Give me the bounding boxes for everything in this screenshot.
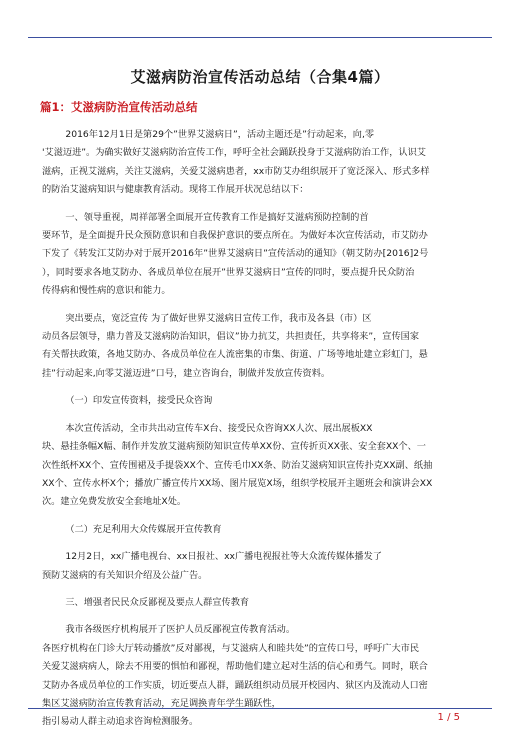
paragraph-publicity: 突出要点，宽泛宣传 为了做好世界艾滋病日宣传工作，我市及各县（市）区 动员各层领导，鼎力普及艾滋病防治知识，倡议”协力抗艾，共担责任，共享将来”，宣传国家 有关帮扶政策，各地艾防办、各成员单位在人流密集的市集、街道、广场等地址建立彩虹门，悬 挂”行动起来,向零艾滋迈进”口号，建立咨询台，制做并发放宣传资料。: [42, 312, 428, 379]
subheading-media: （二）充足利用大众传媒展开宣传教育: [42, 523, 222, 535]
paragraph-leadership: 一、领导重视，周祥部署全面展开宣传教育工作是搞好艾滋病预防控制的首 要环节，是全面提升民众预防意识和自我保护意识的要点所在。为做好本次宣传活动，市艾防办 下发了《转发江艾防办对于展开2016年”世界艾滋病日”宣传活动的通知》（朝艾防办[2016]2号 ），同时要求各地艾防办、各成员单位在展开”世界艾滋病日”宣传的同时，要点提升民众防治 传得病和慢性病的意识和能力。: [42, 211, 429, 297]
paragraph-anti-discrimination: 我市各级医疗机构展开了医护人员反鄙视宣传教育活动。 各医疗机构在门诊大厅转动播放”反对鄙视，与艾滋病人和睦共处”的宣传口号，呼吁广大市民 关爱艾滋病病人，除去不用要的惧怕和鄙视，帮助他们建立起对生活的信心和勇气。同时，联合 艾防办各成员单位的工作实质，切近要点人群，踊跃组织动员展开校园内、狱区内及流动人口密 集区艾滋病防治宣传教育活动，充足调换青年学生踊跃性， 指引易动人群主动追求咨询检测服务。: [42, 624, 428, 728]
paragraph-media: 12月2日，xx广播电视台、xx日报社、xx广播电视报社等大众流传媒体播发了 预防艾滋病的有关知识介绍及公益广告。: [42, 551, 382, 581]
page-number: 1 / 5: [437, 712, 460, 723]
header-divider: [28, 37, 492, 38]
footer-divider: [28, 708, 492, 709]
document-title: 艾滋病防治宣传活动总结（合集4篇）: [130, 68, 390, 86]
paragraph-intro: 2016年12月1日是第29个”世界艾滋病日”，活动主题还是”行动起来，向,零 '艾滋迈进”。为确实做好艾滋病防治宣传工作，呼吁全社会踊跃投身于艾滋病防治工作，认识艾 滋病，正视艾滋病，关注艾滋病，关爱艾滋病患者，xx市防艾办组织展开了宽泛深入、形式多样 的防治艾滋病知识与健康教育活动。现将工作展开状况总结以下：: [42, 129, 430, 196]
subheading-anti-discrimination: 三、增强者民民众反鄙视及要点人群宣传教育: [42, 596, 250, 608]
subheading-materials: （一）印发宣传资料，接受民众咨询: [42, 395, 213, 407]
section-heading: 篇1：艾滋病防治宣传活动总结: [40, 100, 198, 114]
document-body: [42, 126, 478, 732]
paragraph-materials: 本次宣传活动，全市共出动宣传车X台、接受民众咨询XX人次、展出展板XX 块、悬挂条幅X幅、制作并发放艾滋病预防知识宣传单XX份、宣传折页XX张、安全套XX个、一 次性纸杯XX个、宣传围裙及手提袋XX个、宣传毛巾XX条、防治艾滋病知识宣传扑克XX副、纸抽 XX个、宣传水杯X个；播放广播宣传片XX场、图片展览X场，组织学校展开主题班会和演讲会XX 次。建立免费发放安全套地址X处。: [42, 422, 433, 508]
